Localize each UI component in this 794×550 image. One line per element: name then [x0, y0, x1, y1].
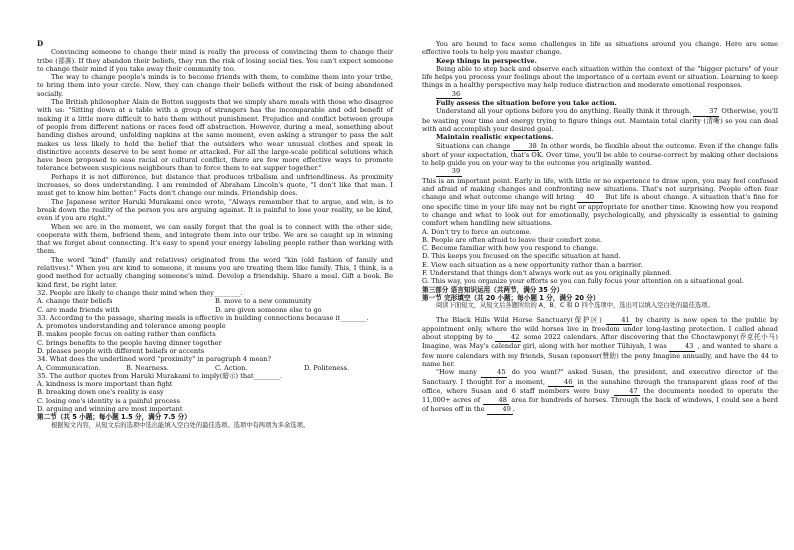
text-run: The Black Hills Wild Horse Sanctuary(保护区) — [436, 315, 606, 324]
blank-line — [422, 167, 778, 176]
section-heading: 第二节（共 5 小题；每小题 1.5 分，满分 7.5 分） — [37, 413, 191, 422]
blank-46: 46 — [548, 378, 574, 387]
passage-d-paragraph: Perhaps it is not difference, but distance that produces tribalism and unfriendliness. As proximity increases, so does understanding. I am reminded of Abraham Lincoln's quote, "I don't like that man. I must get to know him better." Facts don't change our minds. Friendship does. — [37, 172, 393, 198]
passage-d-paragraph: The way to change people's minds is to become friends with them, to combine them into your tribe, to bring them into your circle. Now, they can change their beliefs without the risk of being abandoned socially. — [37, 73, 393, 98]
text-run: In other words, be flexible about the outcome. Even if the change falls short of your expectation, that's OK. Over time, you'll be able to course-correct by making other decisions to help guide you on your way to the outcome you originally wanted. — [422, 141, 778, 168]
passage-d-paragraph: The word "kind" (family and relatives) originated from the word "kin (old fashion of family and relatives)." When you are kind to someone, it means you are treating them like family. This, I think, is a good method for actually changing someone's mind. Develop a friendship. Share a meal. Gift a book. Be kind first, be right later. — [37, 255, 393, 289]
option: A. kindness is more important than fight — [37, 380, 173, 389]
text-run: This is an important point. Early in life, with little or no experience to draw upon, you may feel confused and afraid of making changes and confronting new situations. That's not surprising. People often fear change and what outcome change will bring — [422, 176, 778, 202]
passage-d-paragraph: When we are in the moment, we can easily forget that the goal is to connect with the other side, cooperate with them, befriend them, and integrate them into our tribe. We are so caught up in winning that we forget about connecting. It's easy to spend your energy labeling people rather than working with them. — [37, 222, 393, 256]
option: D. Politeness. — [304, 363, 350, 372]
question-stem: 32. People are likely to change their mind when they________. — [37, 288, 243, 297]
blank-40: 40 — [577, 193, 603, 202]
text-run: But life is about change. A situation that's fine for one specific time in your life may not be right or appropriate for another time. Knowing how you respond to change and what to look out for emotionally, psychologically, and physically is essential to gaining comfort when handling new situations. — [422, 193, 778, 228]
option: E. View each situation as a new opportunity rather than a barrier. — [422, 260, 643, 269]
passage-d-paragraph: The British philosopher Alain de Botton suggests that we simply share meals with those who disagree with us: "Sitting down at a table with a group of strangers has the incomparable and odd benefit of making it a little more difficult to hate them without punishment. Prejudice and conflict between groups of people from different nations or races feed off abstraction. However, during a meal, something about handing dishes around, unfolding napkins at the same moment, even asking a stranger to pass the salt makes us less likely to hold the belief that the outsiders who wear unusual clothes and speak in distinctive accents deserve to be sent home or attacked. For all the large-scale political solutions which have been proposed to ease racial or cultural conflict, there are few more effective ways to promote tolerance between suspicious neighbours than to force them to eat supper together." — [37, 98, 393, 173]
option-row — [37, 297, 393, 305]
blank-38: 38 — [513, 142, 539, 151]
part-heading: 第三部分 语言知识运用（共两节，满分 35 分） — [422, 285, 564, 294]
text-run: do you want?" asked Susan, the president, and executive director of the Sanctuary. I thought for a moment, — [422, 368, 778, 386]
text-run: Understand all your options before you do anything. Really think it through. — [436, 107, 694, 116]
passage-paragraph — [422, 107, 778, 133]
blank-43: 43 — [669, 342, 695, 351]
right-column — [422, 40, 778, 415]
option: B. makes people focus on eating rather than conflicts — [37, 330, 216, 339]
option: A. Don't try to force an outcome. — [422, 227, 532, 236]
blank-41: 41 — [606, 316, 632, 325]
option: C. losing one's identity is a painful process — [37, 396, 180, 405]
blank-39: 39 — [436, 167, 462, 176]
passage-d-paragraph: Convincing someone to change their mind is really the process of convincing them to change their tribe (部落). If they abandon their beliefs, they run the risk of losing social ties. You can't expect someone to change their mind if you take away their community too. — [37, 48, 393, 73]
text-run: area for hundreds of horses. Through the back of windows, I could see a herd of horses off in the — [422, 396, 778, 414]
text-run: , and wanted to share a few more calendars with my friends, Susan (sponsor(赞助) the pony Imagine annually, and have the 44 to name her. — [422, 342, 778, 368]
option-row — [37, 364, 393, 372]
option: D. arguing and winning are most important — [37, 405, 183, 414]
option: B. People are often afraid to leave their comfort zone. — [422, 235, 603, 244]
blank-42: 42 — [495, 333, 521, 342]
blank-45: 45 — [481, 368, 507, 377]
text-run: Situations can change — [436, 141, 513, 150]
option: C. Become familiar with how you respond to change. — [422, 244, 599, 253]
passage-paragraph — [422, 177, 778, 228]
text-run: in the sunshine through the transparent glass roof of the office, where Susan and 6 staff members were busy — [422, 377, 778, 395]
option: D. This keeps you focused on the specific situation at hand. — [422, 252, 621, 261]
blank-line — [422, 90, 778, 99]
option: C. are made friends with — [37, 305, 120, 314]
section-heading: 第一节 完形填空（共 20 小题；每小题 1 分，满分 20 分） — [422, 293, 600, 302]
text-run: by charity is now open to the public by appointment only, where the wild horses live in freedom under long-lasting protection. I called ahead about stopping by to — [422, 315, 778, 342]
passage-d-title: D — [37, 39, 44, 48]
option: D. pleases people with different beliefs or accents — [37, 346, 205, 355]
question-stem: 33. According to the passage, sharing meals is effective in building connections because it________. — [37, 313, 369, 322]
option: A. Communication. — [37, 363, 101, 372]
option: B. Nearness. — [126, 363, 169, 372]
text-run: some 2022 calendars. After discovering that the Choctawpony(乔克托小马) Imagine, was May's calendar girl, along with her mother Tühiyah, I was — [422, 333, 778, 351]
option: G. This way, you organize your efforts so you can fully focus your attention on a situational goal. — [422, 277, 744, 286]
blank-47: 47 — [614, 387, 640, 396]
option: A. promotes understanding and tolerance among people — [37, 322, 226, 331]
text-run: "How many — [436, 368, 482, 377]
option-row — [37, 306, 393, 314]
passage-paragraph: Being able to step back and observe each situation within the context of the "bigger picture" of your life helps you process your feelings about the importance of a certain event or situation. Learning to keep things in a healthy perspective may help reduce distraction and moderate emotional responses. — [422, 64, 778, 90]
section-instruction: 阅读下面短文，从短文后各题所给的 A、B、C 和 D 四个选项中，选出可以填入空白处的最佳选项。 — [436, 302, 714, 310]
text-run: Otherwise, you'll be wasting your time and energy trying to figure things out. Maintain total clarity (清晰) so you can deal with and accomplish your desired goal. — [422, 107, 778, 133]
option: A. change their beliefs — [37, 297, 113, 306]
passage-subheading: Fully assess the situation before you take action. — [436, 99, 617, 108]
blank-37: 37 — [693, 107, 719, 116]
option: B. breaking down one's reality is easy — [37, 388, 164, 397]
passage-subheading: Keep things in perspective. — [436, 56, 537, 65]
text-run: the documents needed to operate the 11,000+ acres of — [422, 386, 778, 405]
blank-48: 48 — [483, 396, 509, 405]
passage-subheading: Maintain realistic expectations. — [436, 133, 554, 142]
option: B. move to a new community — [215, 297, 312, 306]
cloze-paragraph — [422, 368, 778, 414]
blank-49: 49 — [487, 405, 513, 414]
option: C. Action. — [215, 363, 248, 372]
passage-paragraph: You are bound to face some challenges in life as situations around you change. Here are some effective tools to help you master change. — [422, 40, 778, 57]
question-stem: 35. The author quotes from Haruki Murakami to imply(暗示) that________. — [37, 371, 283, 380]
option: D. are given someone else to go — [215, 305, 322, 314]
text-run: . — [512, 405, 515, 414]
option: C. brings benefits to the people having dinner together — [37, 338, 222, 347]
section-instruction: 根据短文内容，从短文后的选项中选出能填入空白处的最佳选项。选项中有两项为多余选项。 — [51, 421, 310, 429]
passage-paragraph — [422, 142, 778, 168]
left-column — [37, 40, 393, 430]
question-stem: 34. What does the underlined word "proximity" in paragraph 4 mean? — [37, 355, 272, 364]
option: F. Understand that things don't always work out as you originally planned. — [422, 269, 672, 278]
blank-36: 36 — [436, 90, 462, 99]
cloze-paragraph — [422, 316, 778, 369]
passage-d-paragraph: The Japanese writer Haruki Murakami once wrote, "Always remember that to argue, and win, is to break down the reality of the person you are arguing against. It is painful to lose your reality, so be kind, even if you are right." — [37, 197, 393, 223]
